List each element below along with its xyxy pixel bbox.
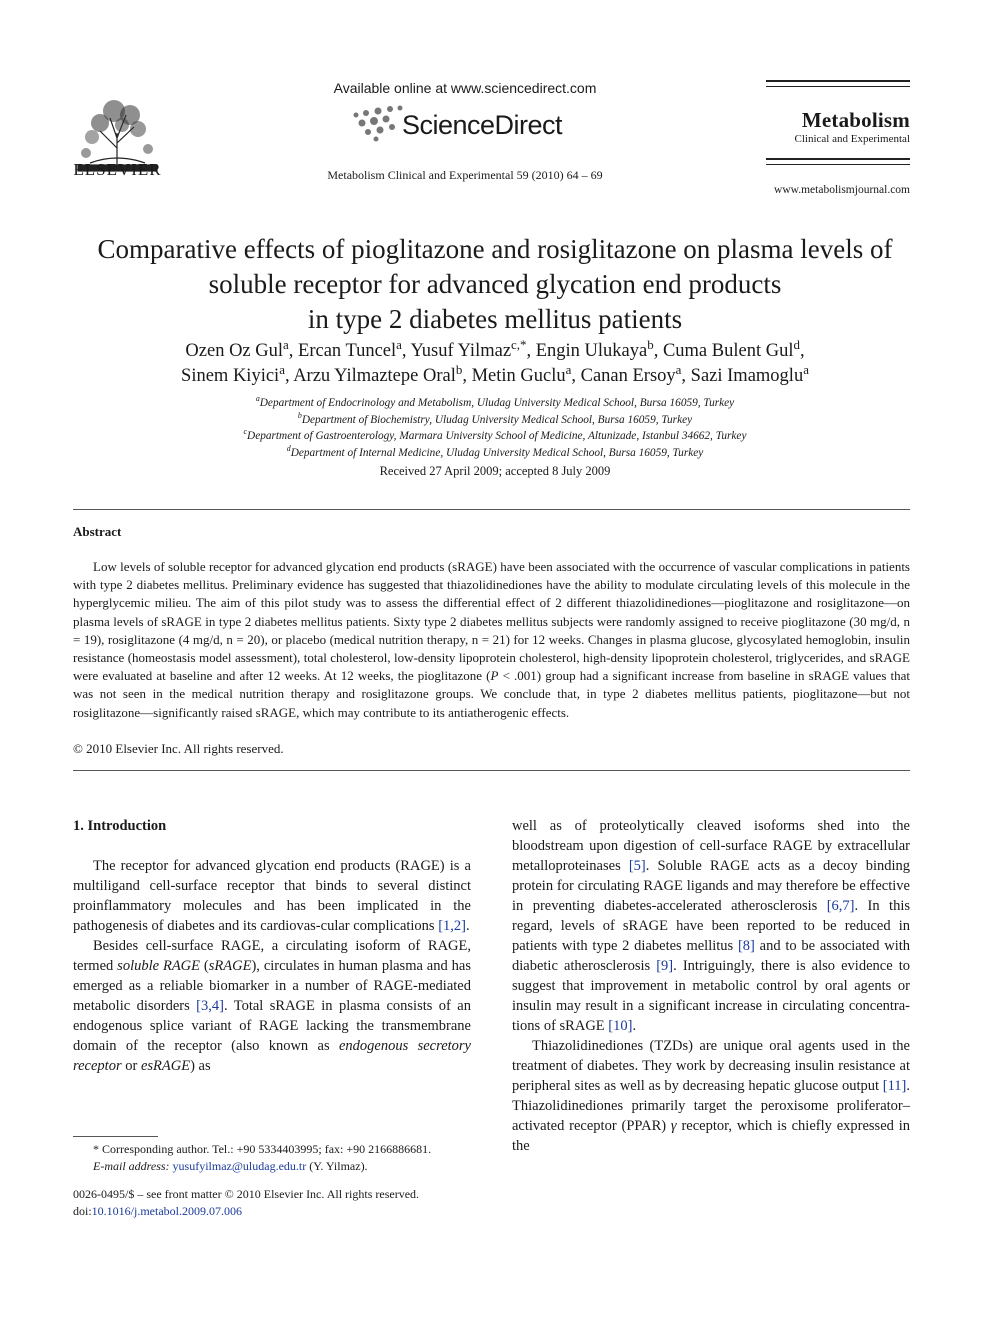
journal-header-rule — [766, 80, 910, 82]
author-name: Sazi Imamoglu — [690, 366, 804, 386]
issn-line: 0026-0495/$ – see front matter © 2010 Elsevier Inc. All rights reserved. — [73, 1187, 420, 1201]
title-line: soluble receptor for advanced glycation end products — [208, 269, 782, 299]
received-dates: Received 27 April 2009; accepted 8 July 2009 — [379, 464, 611, 478]
corresponding-author-footnote — [73, 1141, 473, 1175]
italic-term: endogenous secretory receptor — [73, 1038, 471, 1074]
journal-header-rule — [766, 158, 910, 160]
affiliation-text: Department of Endocrinology and Metabolism, Uludag University Medical School, Bursa 16059, Turkey — [259, 397, 735, 409]
doi-line — [73, 1203, 473, 1220]
article-title — [70, 232, 920, 337]
journal-name: Metabolism — [801, 108, 910, 132]
author-name: Sinem Kiyici — [181, 366, 280, 386]
corresponding-author-text: * Corresponding author. Tel.: +90 5334403995; fax: +90 2166886681. — [93, 1142, 432, 1156]
p-value-symbol: P — [490, 668, 499, 684]
email-line — [73, 1158, 473, 1175]
author-line: Sinem Kiyici$^a$, Arzu Yilmaztepe Oral$^b$, Metin Guclu$^a$, Canan Ersoy$^a$, Sazi Imamoglu$^a$ — [181, 361, 809, 386]
author-affil-sup: a — [565, 361, 572, 377]
body-text: ), circulates in human plasma and has emerged as a reliable biomarker in a number of RAGE-mediated metabolic disorders — [73, 958, 471, 1014]
journal-subtitle: Clinical and Experimental — [794, 133, 910, 145]
body-text: and to be associated with diabetic atherosclerosis — [512, 938, 910, 974]
title-line: in type 2 diabetes mellitus patients — [307, 304, 683, 334]
abstract-paragraph — [73, 558, 910, 722]
citation-link[interactable]: [8] — [737, 938, 755, 954]
email-label: E-mail address: — [93, 1159, 170, 1173]
author-name: Canan Ersoy — [580, 366, 676, 386]
affiliation-text: Department of Gastroenterology, Marmara University School of Medicine, Altunizade, Istanbul 34662, Turkey — [247, 430, 747, 443]
body-text: The receptor for advanced glycation end products (RAGE) is a multiligand cell-surface receptor that binds to several distinct proinflammatory molecules and has been implicated in the pathogenesis of diabetes and its cardiovas-cular complications — [73, 858, 471, 934]
author-name: Yusuf Yilmaz — [410, 341, 512, 361]
body-text: receptor, which is chiefly expressed in the — [512, 1118, 910, 1154]
author-affil-sup: d — [793, 336, 800, 352]
abstract-copyright: © 2010 Elsevier Inc. All rights reserved. — [73, 741, 284, 756]
body-paragraph — [73, 856, 471, 936]
body-text: . — [632, 1018, 637, 1034]
affiliation-sup: c — [243, 427, 248, 437]
available-online-text: Available online at www.sciencedirect.com — [333, 80, 597, 96]
body-text: . Total sRAGE in plasma consists of an endogenous splice variant of RAGE lacking the transmembrane domain of the receptor (also known as — [73, 998, 471, 1054]
italic-term: soluble RAGE — [117, 958, 201, 974]
body-paragraph — [73, 936, 471, 1076]
citation-link[interactable]: [3,4] — [196, 998, 224, 1014]
body-paragraph — [512, 1036, 910, 1156]
abstract-text: Low levels of soluble receptor for advanced glycation end products (sRAGE) have been associated with the occurrence of vascular complications in patients with type 2 diabetes mellitus. Preliminary evidence has suggested that thiazolidinediones have the ability to modulate circulating levels of this molecule in the hyperglycemic milieu. The aim of this pilot study was to assess the differential effect of 2 different thiazolidinediones—pioglitazone and rosiglitazone—on plasma levels of sRAGE in type 2 diabetes mellitus patients. Sixty type 2 diabetes mellitus subjects were randomly assigned to receive pioglitazone (30 mg/d, n = 19), rosiglitazone (4 mg/d, n = 20), or placebo (medical nutrition therapy, n = 21) for 12 weeks. Changes in plasma glucose, glycosylated hemoglobin, insulin resistance (homeostasis model assessment), total cholesterol, low-density lipoprotein cholesterol, high-density lipoprotein cholesterol, triglycerides, and sRAGE were evaluated at baseline and after 12 weeks. At 12 weeks, the pioglitazone ( — [73, 559, 910, 684]
gamma-symbol: γ — [670, 1118, 677, 1134]
body-text: well as of proteolytically cleaved isoforms shed into the bloodstream upon digestion of cell-surface RAGE by extracellular metalloproteinases — [512, 818, 910, 874]
body-text: Thiazolidinediones (TZDs) are unique oral agents used in the treatment of diabetes. They work by decreasing insulin resistance at peripheral sites as well as by decreasing hepatic glucose output — [512, 1038, 910, 1094]
sciencedirect-wordmark: ScienceDirect — [402, 110, 563, 140]
doi-link[interactable]: 10.1016/j.metabol.2009.07.006 — [91, 1204, 242, 1218]
author-affil-sup: b — [647, 336, 654, 352]
author-affil-sup: a — [675, 361, 682, 377]
journal-header-rule — [766, 86, 910, 87]
body-text: . Thiazolidinediones primarily target the peroxisome proliferator–activated receptor (PPAR) — [512, 1078, 910, 1134]
journal-header-rule — [766, 164, 910, 165]
author-name: Arzu Yilmaztepe Oral — [293, 366, 456, 386]
author-affil-sup: a — [279, 361, 285, 377]
citation-link[interactable]: [6,7] — [826, 898, 855, 914]
email-suffix: (Y. Yilmaz). — [306, 1159, 368, 1173]
body-text: . — [466, 918, 470, 934]
italic-term: sRAGE — [208, 958, 252, 974]
author-list — [70, 336, 920, 389]
author-affil-sup: a — [803, 361, 809, 377]
footnote-rule — [73, 1136, 158, 1137]
body-column-left — [73, 856, 471, 1076]
affiliation — [70, 428, 920, 445]
author-name: Engin Ulukaya — [535, 341, 648, 361]
author-name: Metin Guclu — [471, 366, 566, 386]
author-line: Ozen Oz Gul$^a$, Ercan Tuncel$^a$, Yusuf Yilmaz$^{c,*}$, Engin Ulukaya$^b$, Cuma Bulent Gul$^d$, — [185, 336, 805, 361]
citation-link[interactable]: [5] — [628, 858, 646, 874]
body-text: ( — [200, 958, 209, 974]
body-text: . Soluble RAGE acts as a decoy binding protein for circulating RAGE ligands and may therefore be effective in preventing diabetes-accelerated atherosclerosis — [512, 858, 911, 914]
author-affil-sup: c,* — [511, 336, 527, 352]
affiliation-text: Department of Biochemistry, Uludag University Medical School, Bursa 16059, Turkey — [301, 413, 693, 426]
affiliation-list — [70, 395, 920, 461]
abstract-bottom-rule — [73, 770, 910, 771]
body-text: or — [121, 1058, 141, 1074]
affiliation — [70, 412, 920, 429]
author-affil-sup: a — [396, 336, 402, 352]
front-matter-info — [73, 1186, 473, 1220]
body-paragraph — [512, 816, 910, 1036]
journal-url[interactable]: www.metabolismjournal.com — [774, 184, 910, 196]
author-name: Cuma Bulent Gul — [662, 341, 794, 361]
citation-link[interactable]: [10] — [608, 1018, 633, 1034]
citation-link[interactable]: [11] — [882, 1078, 907, 1094]
section-heading-introduction: 1. Introduction — [73, 818, 167, 834]
elsevier-wordmark: ELSEVIER — [73, 160, 162, 179]
affiliation-sup: d — [286, 444, 291, 454]
abstract-body — [73, 558, 910, 722]
citation-link[interactable]: [1,2] — [438, 918, 467, 934]
email-link[interactable]: yusufyilmaz@uludag.edu.tr — [172, 1159, 307, 1173]
body-text: . Intriguingly, there is also evidence to suggest that improvement in metabolic control by oral agents or insulin may result in a significant increase in circulating concentra-tions of sRAGE — [512, 958, 910, 1034]
body-text: ) as — [190, 1058, 211, 1074]
abstract-top-rule — [73, 509, 910, 510]
affiliation — [70, 395, 920, 412]
abstract-heading: Abstract — [73, 524, 122, 539]
body-column-right — [512, 816, 910, 1156]
journal-citation: Metabolism Clinical and Experimental 59 (2010) 64 – 69 — [327, 168, 603, 182]
doi-label: doi: — [73, 1204, 92, 1218]
title-line: Comparative effects of pioglitazone and rosiglitazone on plasma levels of — [97, 234, 893, 264]
affiliation-sup: b — [297, 410, 302, 420]
citation-link[interactable]: [9] — [656, 958, 674, 974]
body-text: Besides cell-surface RAGE, a circulating isoform of RAGE, termed — [73, 938, 471, 974]
author-name: Ozen Oz Gul — [185, 341, 284, 361]
affiliation — [70, 445, 920, 462]
author-affil-sup: a — [283, 336, 289, 352]
affiliation-sup: a — [255, 394, 260, 404]
abstract-text: < .001) group had a significant increase from baseline in sRAGE values that was not seen in the medical nutrition therapy and rosiglitazone groups. We conclude that, in type 2 diabetes mellitus patients, pioglitazone—but not rosiglitazone—significantly raised sRAGE, which may contribute to its antiatherogenic effects. — [73, 668, 910, 720]
italic-term: esRAGE — [140, 1058, 191, 1074]
body-text: . In this regard, levels of sRAGE have been reported to be reduced in patients with type 2 diabetes mellitus — [512, 898, 910, 954]
affiliation-text: Department of Internal Medicine, Uludag University Medical School, Bursa 16059, Turkey — [290, 446, 704, 459]
author-name: Ercan Tuncel — [298, 341, 397, 361]
author-affil-sup: b — [455, 361, 463, 377]
